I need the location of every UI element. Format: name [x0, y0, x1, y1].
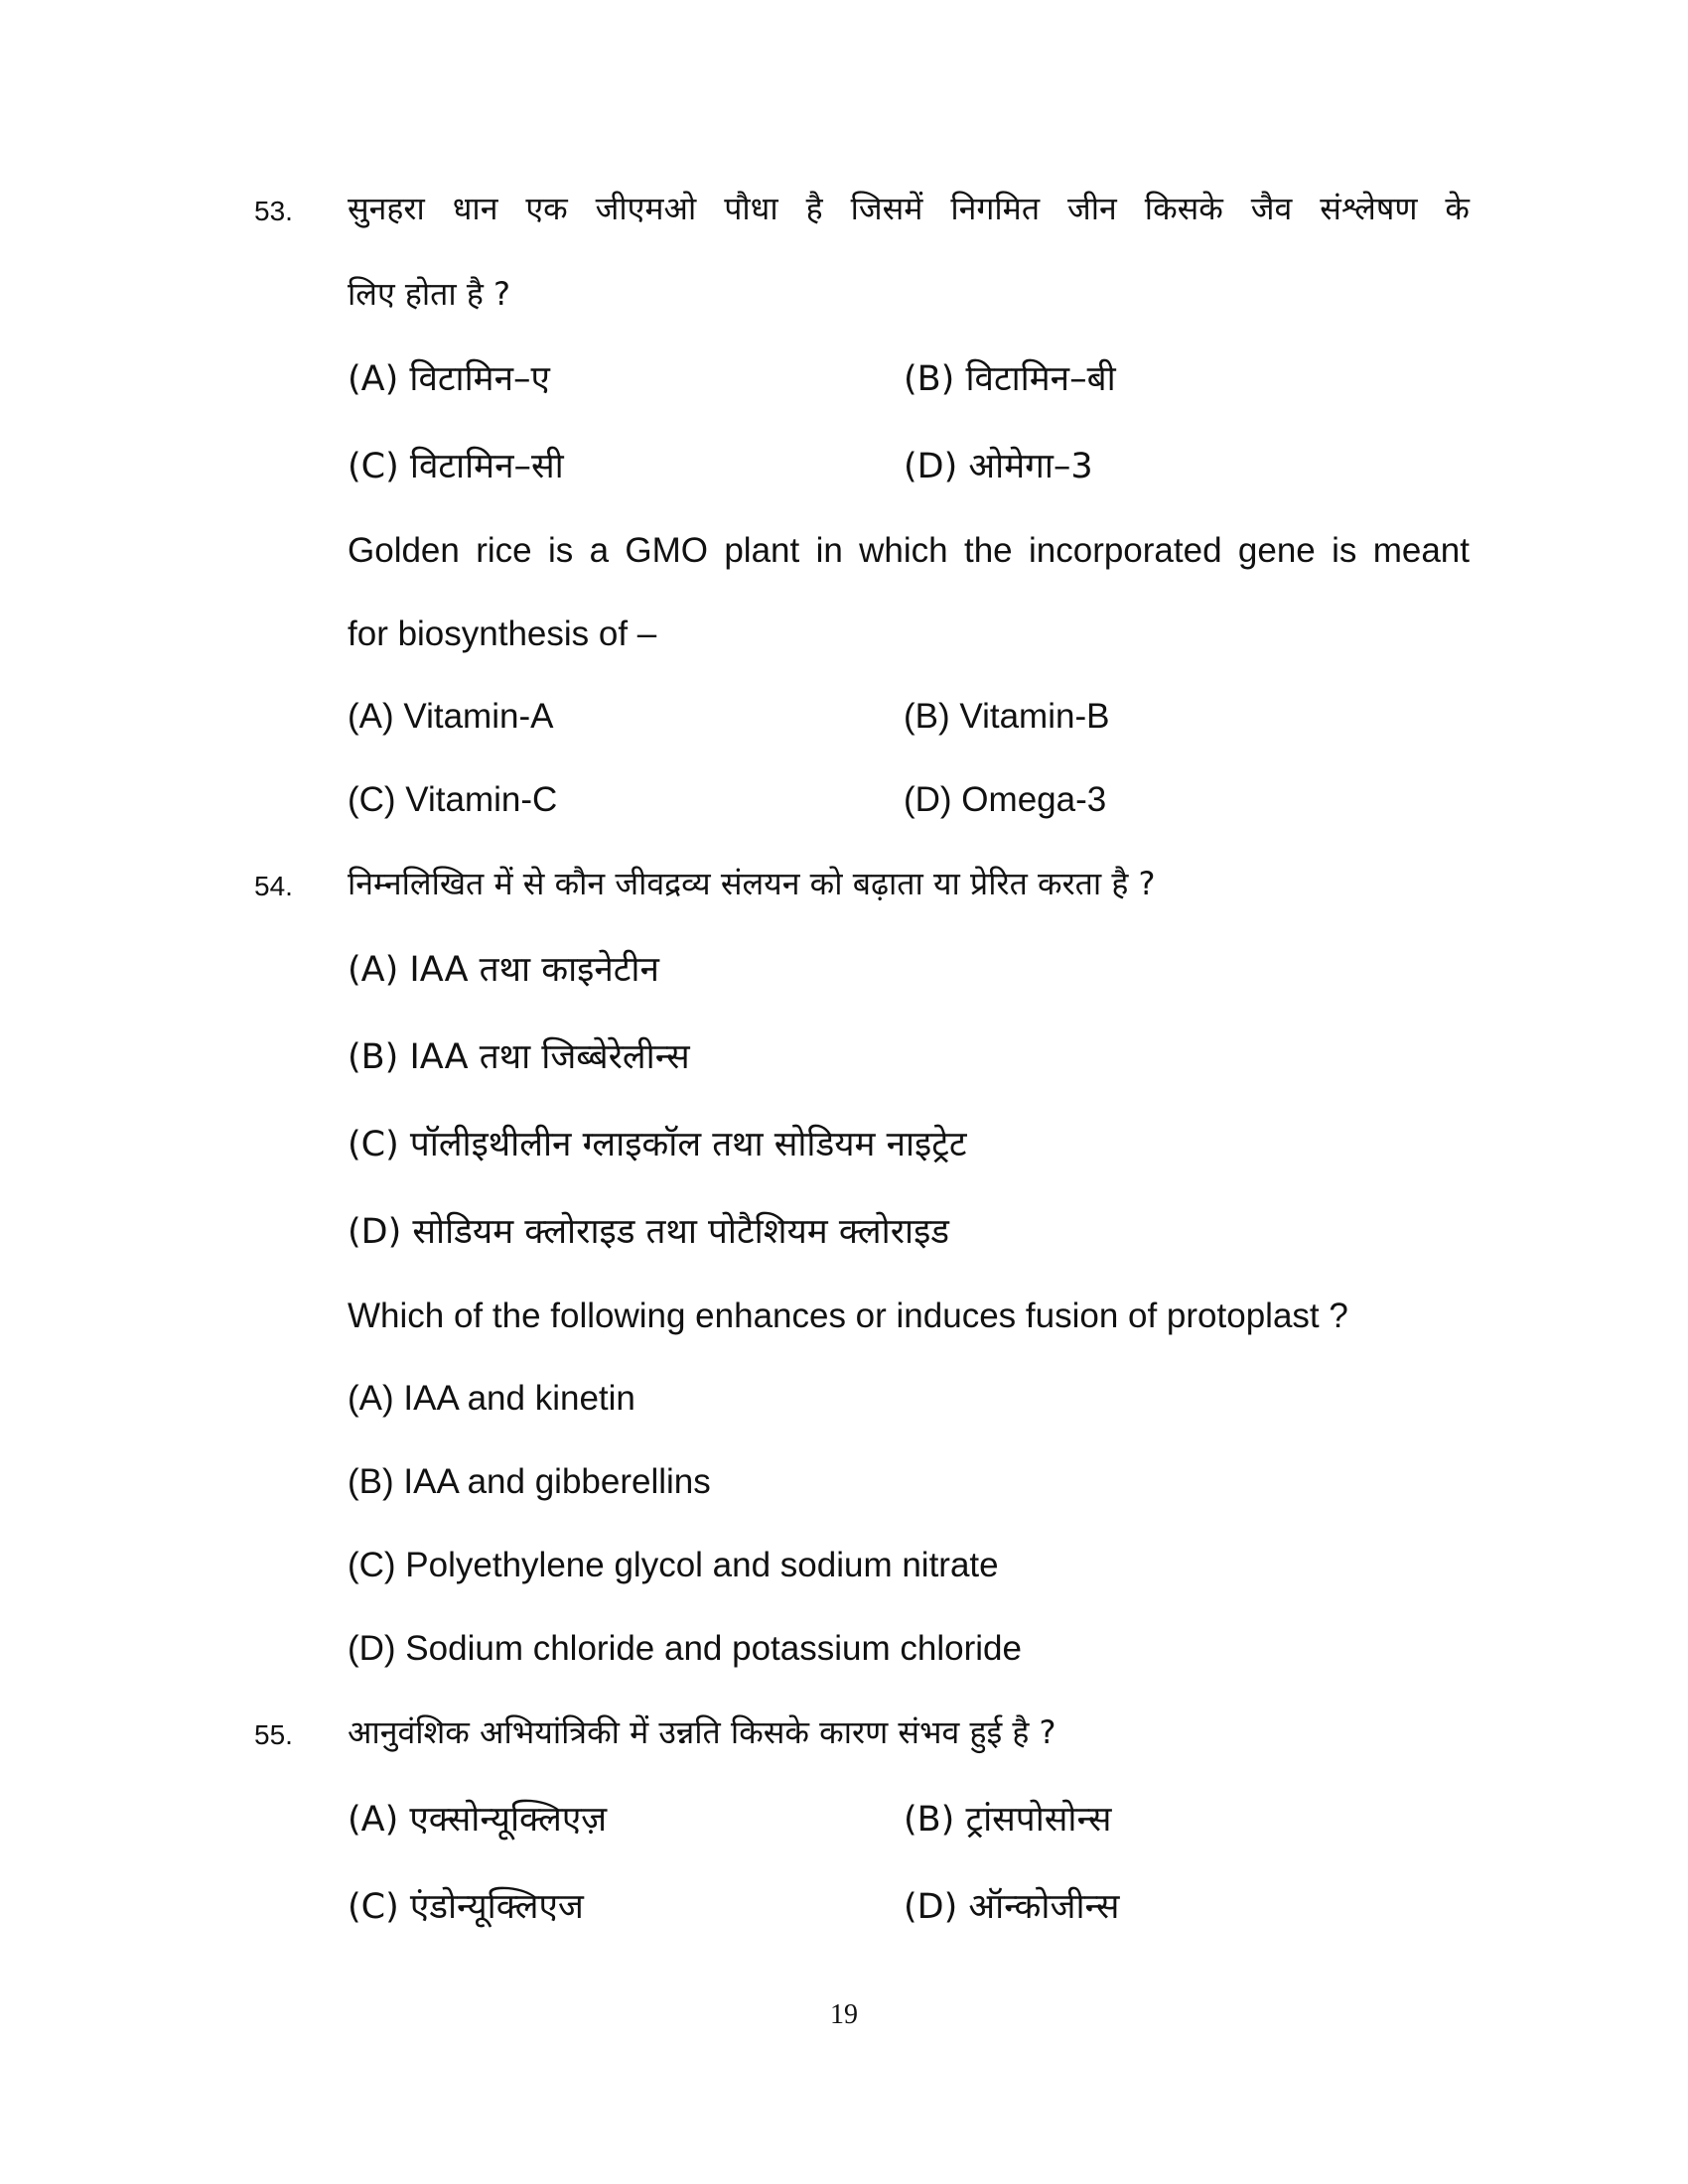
question-english-line: Which of the following enhances or induces fusion of protoplast ?	[348, 1297, 1348, 1335]
option-hindi-b: (B) ट्रांसपोसोन्स	[904, 1800, 1112, 1840]
option-english-b: (B) Vitamin-B	[904, 697, 1110, 736]
option-hindi-b: (B) IAA तथा जिब्बेरेलीन्स	[348, 1037, 690, 1077]
question-english-line: for biosynthesis of –	[348, 614, 657, 653]
page-number: 19	[830, 1999, 858, 2030]
option-english-d: (D) Omega-3	[904, 780, 1107, 819]
question-hindi-line: सुनहरा धान एक जीएमओ पौधा है जिसमें निगमित जीन किसके जैव संश्लेषण के	[348, 190, 1470, 227]
option-hindi-b: (B) विटामिन–बी	[904, 359, 1116, 399]
question-number: 53.	[254, 196, 293, 226]
option-hindi-c: (C) पॉलीइथीलीन ग्लाइकॉल तथा सोडियम नाइट्रेट	[348, 1125, 967, 1164]
option-hindi-a: (A) IAA तथा काइनेटीन	[348, 950, 659, 990]
option-hindi-a: (A) विटामिन–ए	[348, 359, 550, 399]
option-hindi-c: (C) विटामिन–सी	[348, 447, 564, 486]
option-hindi-d: (D) ओमेगा–3	[904, 447, 1093, 486]
question-hindi-line: निम्नलिखित में से कौन जीवद्रव्य संलयन को बढ़ाता या प्रेरित करता है ?	[348, 865, 1156, 902]
option-hindi-a: (A) एक्सोन्यूक्लिएज़	[348, 1800, 608, 1840]
option-english-b: (B) IAA and gibberellins	[348, 1462, 711, 1501]
question-hindi-line: लिए होता है ?	[348, 275, 510, 313]
question-number: 55.	[254, 1719, 293, 1750]
option-english-c: (C) Polyethylene glycol and sodium nitrate	[348, 1546, 999, 1584]
option-english-a: (A) IAA and kinetin	[348, 1379, 635, 1418]
option-hindi-d: (D) सोडियम क्लोराइड तथा पोटैशियम क्लोराइड	[348, 1212, 950, 1252]
question-number: 54.	[254, 871, 293, 901]
question-english-line: Golden rice is a GMO plant in which the incorporated gene is meant	[348, 531, 1470, 570]
question-hindi-line: आनुवंशिक अभियांत्रिकी में उन्नति किसके कारण संभव हुई है ?	[348, 1713, 1056, 1751]
option-english-d: (D) Sodium chloride and potassium chloride	[348, 1629, 1022, 1668]
option-hindi-c: (C) एंडोन्यूक्लिएज	[348, 1887, 584, 1927]
option-hindi-d: (D) ऑन्कोजीन्स	[904, 1887, 1120, 1927]
option-english-c: (C) Vitamin-C	[348, 780, 558, 819]
option-english-a: (A) Vitamin-A	[348, 697, 554, 736]
